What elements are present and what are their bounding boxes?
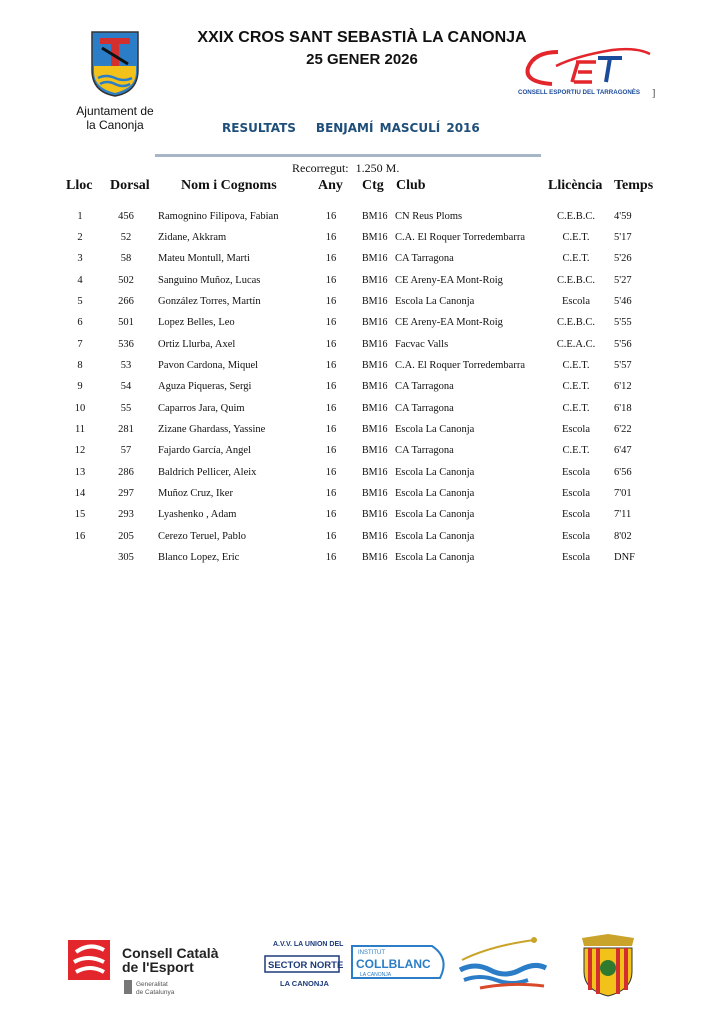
cell-llicencia: Escola bbox=[562, 531, 590, 542]
cell-llicencia: Escola bbox=[562, 424, 590, 435]
cell-any: 16 bbox=[325, 275, 337, 286]
cell-any: 16 bbox=[325, 381, 337, 392]
cell-club: Escola La Canonja bbox=[395, 509, 475, 520]
svg-text:de l'Esport: de l'Esport bbox=[122, 959, 194, 975]
cell-dorsal: 53 bbox=[120, 360, 132, 371]
institut-collblanc-logo bbox=[352, 946, 444, 978]
table-row bbox=[0, 275, 724, 296]
cell-lloc: 11 bbox=[74, 424, 86, 435]
cell-any: 16 bbox=[325, 211, 337, 222]
cell-temps: 5'56 bbox=[614, 339, 632, 350]
cell-any: 16 bbox=[325, 488, 337, 499]
column-header-temps: Temps bbox=[614, 178, 654, 193]
cell-lloc: 2 bbox=[77, 232, 83, 243]
ajuntament-line-1: Ajuntament de bbox=[76, 104, 154, 118]
table-row bbox=[0, 531, 724, 552]
cell-temps: 6'56 bbox=[614, 467, 632, 478]
table-row bbox=[0, 403, 724, 424]
distance-line bbox=[292, 161, 399, 176]
svg-text:LA CANONJA: LA CANONJA bbox=[280, 979, 329, 988]
event-title: XXIX CROS SANT SEBASTIÀ LA CANONJA bbox=[197, 29, 527, 46]
cell-ctg: BM16 bbox=[362, 467, 388, 478]
table-row bbox=[0, 552, 724, 573]
cell-llicencia: Escola bbox=[562, 296, 590, 307]
svg-text:Generalitat: Generalitat bbox=[136, 981, 168, 988]
cell-temps: 8'02 bbox=[614, 531, 632, 542]
cell-club: C.A. El Roquer Torredembarra bbox=[395, 360, 525, 371]
cell-temps: 6'47 bbox=[614, 445, 632, 456]
table-row bbox=[0, 211, 724, 232]
sector-norte-logo bbox=[265, 941, 344, 988]
cell-lloc: 16 bbox=[74, 531, 86, 542]
cell-ctg: BM16 bbox=[362, 253, 388, 264]
cell-llicencia: C.E.T. bbox=[562, 403, 590, 414]
cell-lloc: 12 bbox=[74, 445, 86, 456]
cell-dorsal: 501 bbox=[118, 317, 134, 328]
cell-any: 16 bbox=[325, 403, 337, 414]
cell-lloc: 5 bbox=[77, 296, 83, 307]
cell-name: Mateu Montull, Marti bbox=[158, 253, 250, 264]
table-row bbox=[0, 339, 724, 360]
cell-name: Zidane, Akkram bbox=[158, 232, 227, 243]
cell-lloc: 15 bbox=[74, 509, 86, 520]
cell-llicencia: C.E.T. bbox=[562, 381, 590, 392]
cell-any: 16 bbox=[325, 531, 337, 542]
cell-dorsal: 54 bbox=[120, 381, 132, 392]
cell-llicencia: C.E.T. bbox=[562, 232, 590, 243]
cell-ctg: BM16 bbox=[362, 232, 388, 243]
cell-club: Escola La Canonja bbox=[395, 467, 475, 478]
cell-temps: 6'18 bbox=[614, 403, 632, 414]
column-header-llicencia: Llicència bbox=[548, 178, 603, 193]
svg-text:LA CANONJA: LA CANONJA bbox=[360, 972, 392, 978]
cell-club: CA Tarragona bbox=[395, 253, 454, 264]
cell-ctg: BM16 bbox=[362, 275, 388, 286]
table-row bbox=[0, 253, 724, 274]
cell-llicencia: C.E.T. bbox=[562, 360, 590, 371]
cell-name: Sanguino Muñoz, Lucas bbox=[158, 275, 261, 286]
cell-ctg: BM16 bbox=[362, 381, 388, 392]
cell-temps: 7'11 bbox=[614, 509, 632, 520]
cell-name: González Torres, Martín bbox=[158, 296, 261, 307]
ajuntament-coat-of-arms-logo bbox=[90, 30, 140, 98]
svg-text:INSTITUT: INSTITUT bbox=[358, 950, 385, 956]
cell-temps: 5'46 bbox=[614, 296, 632, 307]
cell-any: 16 bbox=[325, 467, 337, 478]
cell-club: CN Reus Ploms bbox=[395, 211, 463, 222]
cell-any: 16 bbox=[325, 253, 337, 264]
column-header-lloc: Lloc bbox=[66, 178, 93, 193]
cell-llicencia: Escola bbox=[562, 552, 590, 563]
cell-temps: 5'17 bbox=[614, 232, 632, 243]
waves-logo bbox=[460, 937, 546, 988]
cell-lloc: 7 bbox=[77, 339, 83, 350]
cell-llicencia: Escola bbox=[562, 509, 590, 520]
cell-name: Zizane Ghardass, Yassine bbox=[158, 424, 266, 435]
cell-name: Cerezo Teruel, Pablo bbox=[158, 531, 246, 542]
cell-name: Ortiz Llurba, Axel bbox=[158, 339, 236, 350]
cell-any: 16 bbox=[325, 360, 337, 371]
cell-club: CA Tarragona bbox=[395, 403, 454, 414]
cell-lloc: 3 bbox=[77, 253, 83, 264]
cell-dorsal: 305 bbox=[118, 552, 134, 563]
cell-lloc: 4 bbox=[77, 275, 83, 286]
cell-ctg: BM16 bbox=[362, 488, 388, 499]
distance-value: 1.250 M. bbox=[355, 161, 400, 175]
cell-name: Blanco Lopez, Eric bbox=[158, 552, 240, 563]
svg-text:Consell Català: Consell Català bbox=[122, 945, 219, 961]
cell-ctg: BM16 bbox=[362, 403, 388, 414]
cell-dorsal: 536 bbox=[118, 339, 134, 350]
cell-name: Aguza Piqueras, Sergi bbox=[158, 381, 252, 392]
table-row bbox=[0, 467, 724, 488]
cell-ctg: BM16 bbox=[362, 445, 388, 456]
cell-any: 16 bbox=[325, 424, 337, 435]
cell-lloc: 10 bbox=[74, 403, 86, 414]
cell-ctg: BM16 bbox=[362, 296, 388, 307]
column-header-name: Nom i Cognoms bbox=[181, 178, 277, 193]
cell-temps: 4'59 bbox=[614, 211, 632, 222]
cell-dorsal: 55 bbox=[120, 403, 132, 414]
event-date: 25 GENER 2026 bbox=[306, 51, 418, 68]
cell-club: Escola La Canonja bbox=[395, 296, 475, 307]
ajuntament-name bbox=[60, 104, 170, 132]
distance-label: Recorregut: bbox=[292, 161, 349, 175]
cell-any: 16 bbox=[325, 317, 337, 328]
cell-club: CA Tarragona bbox=[395, 381, 454, 392]
cell-dorsal: 293 bbox=[118, 509, 134, 520]
cell-temps: 5'26 bbox=[614, 253, 632, 264]
cell-llicencia: C.E.B.C. bbox=[557, 317, 595, 328]
cell-ctg: BM16 bbox=[362, 211, 388, 222]
cell-name: Caparros Jara, Quim bbox=[158, 403, 245, 414]
cell-lloc: 9 bbox=[77, 381, 83, 392]
cell-club: CE Areny-EA Mont-Roig bbox=[395, 275, 503, 286]
cell-any: 16 bbox=[325, 552, 337, 563]
cell-dorsal: 57 bbox=[120, 445, 132, 456]
cell-any: 16 bbox=[325, 232, 337, 243]
cell-llicencia: C.E.A.C. bbox=[556, 339, 596, 350]
cell-any: 16 bbox=[325, 445, 337, 456]
cell-name: Lopez Belles, Leo bbox=[158, 317, 235, 328]
table-row bbox=[0, 296, 724, 317]
table-row bbox=[0, 424, 724, 445]
cell-club: Escola La Canonja bbox=[395, 531, 475, 542]
cell-dorsal: 502 bbox=[118, 275, 134, 286]
cell-name: Muñoz Cruz, Iker bbox=[158, 488, 233, 499]
cell-llicencia: Escola bbox=[562, 488, 590, 499]
table-row bbox=[0, 381, 724, 402]
cell-lloc: 14 bbox=[74, 488, 86, 499]
table-row bbox=[0, 232, 724, 253]
cell-any: 16 bbox=[325, 509, 337, 520]
table-row bbox=[0, 317, 724, 338]
cell-ctg: BM16 bbox=[362, 531, 388, 542]
results-label: RESULTATS bbox=[222, 121, 296, 135]
cell-llicencia: C.E.B.C. bbox=[557, 275, 595, 286]
cell-club: Facvac Valls bbox=[395, 339, 449, 350]
cet-logo bbox=[516, 44, 656, 100]
ajuntament-line-2: la Canonja bbox=[86, 118, 144, 132]
cell-dorsal: 58 bbox=[120, 253, 132, 264]
cell-name: Pavon Cardona, Miquel bbox=[158, 360, 259, 371]
cell-temps: DNF bbox=[614, 552, 636, 563]
cell-temps: 6'22 bbox=[614, 424, 632, 435]
cell-club: Escola La Canonja bbox=[395, 488, 475, 499]
cell-temps: 5'55 bbox=[614, 317, 632, 328]
column-header-dorsal: Dorsal bbox=[110, 178, 150, 193]
svg-text:COLLBLANC: COLLBLANC bbox=[356, 957, 431, 971]
table-row bbox=[0, 360, 724, 381]
cell-any: 16 bbox=[325, 296, 337, 307]
cell-lloc: 8 bbox=[77, 360, 83, 371]
cell-dorsal: 456 bbox=[118, 211, 134, 222]
heading-divider bbox=[155, 154, 541, 157]
table-row bbox=[0, 509, 724, 530]
cell-temps: 6'12 bbox=[614, 381, 632, 392]
cell-name: Baldrich Pellicer, Aleix bbox=[158, 467, 257, 478]
cell-temps: 7'01 bbox=[614, 488, 632, 499]
cell-temps: 5'27 bbox=[614, 275, 632, 286]
cell-name: Lyashenko , Adam bbox=[158, 509, 237, 520]
cell-llicencia: C.E.T. bbox=[562, 253, 590, 264]
cell-club: Escola La Canonja bbox=[395, 552, 475, 563]
cell-name: Ramognino Filipova, Fabian bbox=[158, 211, 279, 222]
cell-temps: 5'57 bbox=[614, 360, 632, 371]
cell-ctg: BM16 bbox=[362, 339, 388, 350]
cell-club: Escola La Canonja bbox=[395, 424, 475, 435]
cell-llicencia: Escola bbox=[562, 467, 590, 478]
cell-lloc: 6 bbox=[77, 317, 83, 328]
cell-ctg: BM16 bbox=[362, 552, 388, 563]
cell-name: Fajardo García, Angel bbox=[158, 445, 252, 456]
cell-llicencia: C.E.T. bbox=[562, 445, 590, 456]
cell-club: C.A. El Roquer Torredembarra bbox=[395, 232, 525, 243]
municipal-coat-of-arms-logo bbox=[582, 934, 634, 996]
consell-catala-esport-logo bbox=[68, 940, 219, 996]
cell-dorsal: 266 bbox=[118, 296, 134, 307]
results-category: BENJAMÍ MASCULÍ 2016 bbox=[315, 121, 480, 135]
cell-club: CE Areny-EA Mont-Roig bbox=[395, 317, 503, 328]
cell-llicencia: C.E.B.C. bbox=[557, 211, 595, 222]
cell-lloc: 1 bbox=[77, 211, 83, 222]
cell-dorsal: 281 bbox=[118, 424, 134, 435]
svg-text:A.V.V. LA UNION DEL: A.V.V. LA UNION DEL bbox=[273, 941, 344, 948]
cell-club: CA Tarragona bbox=[395, 445, 454, 456]
column-header-ctg: Ctg bbox=[362, 178, 384, 193]
table-row bbox=[0, 445, 724, 466]
table-row bbox=[0, 488, 724, 509]
results-heading bbox=[222, 121, 480, 135]
cell-lloc: 13 bbox=[74, 467, 86, 478]
svg-text:de Catalunya: de Catalunya bbox=[136, 989, 175, 996]
column-header-any: Any bbox=[318, 178, 343, 193]
cet-caption: CONSELL ESPORTIU DEL TARRAGONÈS bbox=[518, 89, 641, 96]
cell-dorsal: 297 bbox=[118, 488, 134, 499]
cell-ctg: BM16 bbox=[362, 424, 388, 435]
cell-any: 16 bbox=[325, 339, 337, 350]
column-header-club: Club bbox=[396, 178, 426, 193]
cell-ctg: BM16 bbox=[362, 360, 388, 371]
cell-ctg: BM16 bbox=[362, 509, 388, 520]
svg-text:]: ] bbox=[652, 88, 656, 99]
svg-text:SECTOR NORTE: SECTOR NORTE bbox=[268, 960, 344, 971]
cell-dorsal: 205 bbox=[118, 531, 134, 542]
cell-dorsal: 52 bbox=[120, 232, 132, 243]
footer-sponsor-logos bbox=[60, 930, 660, 1000]
cell-dorsal: 286 bbox=[118, 467, 134, 478]
cell-ctg: BM16 bbox=[362, 317, 388, 328]
